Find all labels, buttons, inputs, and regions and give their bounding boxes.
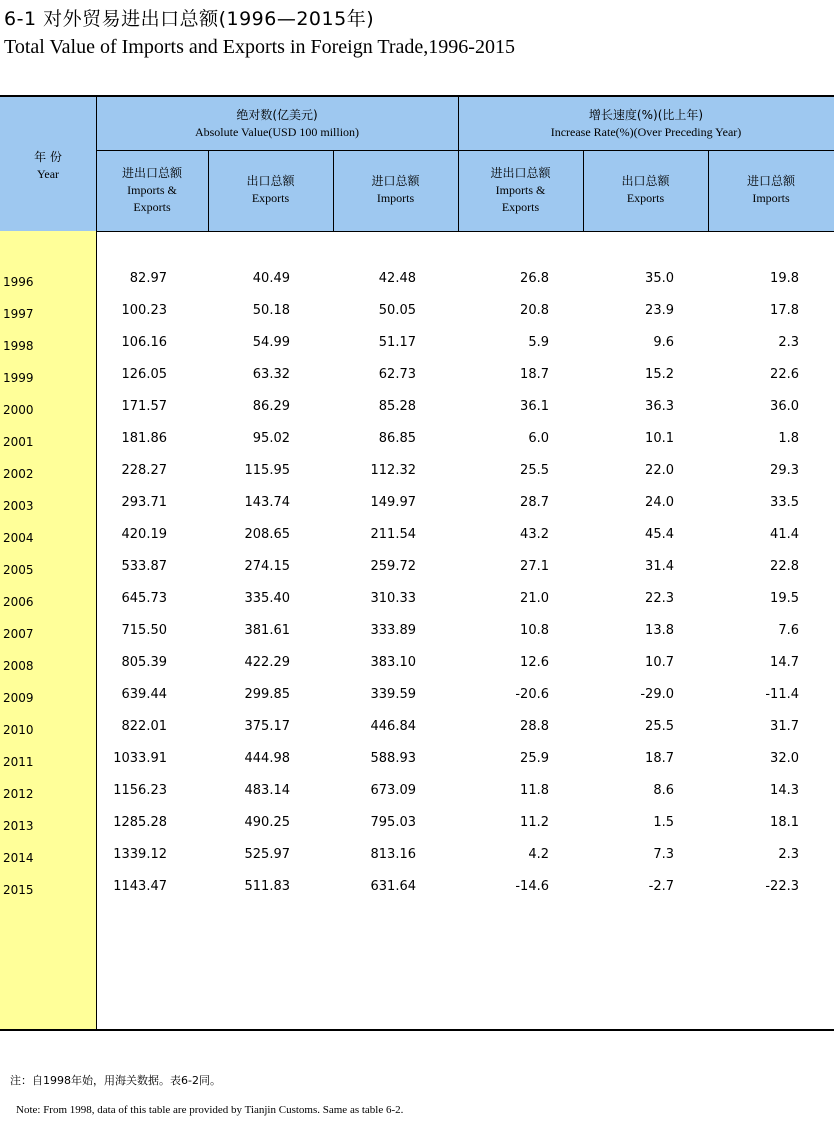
table-row <box>0 623 834 643</box>
value-cell: 12.6 <box>520 655 549 670</box>
value-cell: 51.17 <box>378 335 416 350</box>
year-cell: 2007 <box>3 627 34 641</box>
value-cell: 25.5 <box>520 463 549 478</box>
column-header-en: Exports <box>501 200 540 214</box>
table-row <box>0 751 834 771</box>
column-header-cn: 进出口总额 <box>490 166 551 180</box>
value-cell: -14.6 <box>515 879 549 894</box>
value-cell: 299.85 <box>244 687 290 702</box>
year-cell: 2003 <box>3 499 34 513</box>
column-header-en: Exports <box>251 191 290 205</box>
value-cell: 639.44 <box>121 687 167 702</box>
value-cell: 10.1 <box>645 431 674 446</box>
value-cell: 422.29 <box>244 655 290 670</box>
value-cell: 95.02 <box>252 431 290 446</box>
value-cell: -20.6 <box>515 687 549 702</box>
value-cell: 822.01 <box>121 719 167 734</box>
table-row <box>0 591 834 611</box>
year-cell: 2008 <box>3 659 34 673</box>
column-header <box>333 173 458 207</box>
year-cell: 1996 <box>3 275 34 289</box>
table-row <box>0 367 834 387</box>
value-cell: 381.61 <box>244 623 290 638</box>
value-cell: 126.05 <box>121 367 167 382</box>
top-rule <box>0 95 834 97</box>
column-header-en: Exports <box>133 200 171 214</box>
value-cell: 106.16 <box>121 335 167 350</box>
divider <box>96 231 834 232</box>
value-cell: 20.8 <box>520 303 549 318</box>
value-cell: 420.19 <box>121 527 167 542</box>
table-row <box>0 463 834 483</box>
value-cell: 32.0 <box>770 751 799 766</box>
column-header-en: Imports & <box>495 183 546 197</box>
year-cell: 2014 <box>3 851 34 865</box>
rate-header-cn: 增长速度(%)(比上年) <box>588 108 704 122</box>
year-cell: 2013 <box>3 819 34 833</box>
value-cell: 149.97 <box>370 495 416 510</box>
column-header-en: Imports <box>376 191 415 205</box>
value-cell: 11.2 <box>520 815 549 830</box>
value-cell: 375.17 <box>244 719 290 734</box>
year-cell: 2010 <box>3 723 34 737</box>
column-header-en: Imports & <box>127 183 177 197</box>
value-cell: 63.32 <box>252 367 290 382</box>
value-cell: 6.0 <box>528 431 549 446</box>
value-cell: 15.2 <box>645 367 674 382</box>
value-cell: 40.49 <box>252 271 290 286</box>
column-header <box>583 173 708 207</box>
table-row <box>0 847 834 867</box>
value-cell: 85.28 <box>378 399 416 414</box>
year-cell: 2004 <box>3 531 34 545</box>
value-cell: 228.27 <box>121 463 167 478</box>
year-cell: 2002 <box>3 467 34 481</box>
value-cell: 82.97 <box>129 271 167 286</box>
value-cell: 36.0 <box>770 399 799 414</box>
year-cell: 2001 <box>3 435 34 449</box>
table-row <box>0 303 834 323</box>
table-row <box>0 783 834 803</box>
column-header <box>458 165 583 216</box>
value-cell: 14.7 <box>770 655 799 670</box>
value-cell: 1033.91 <box>113 751 167 766</box>
value-cell: 2.3 <box>778 335 799 350</box>
value-cell: 28.7 <box>520 495 549 510</box>
value-cell: 42.48 <box>378 271 416 286</box>
table-row <box>0 879 834 899</box>
year-cell: 2011 <box>3 755 34 769</box>
value-cell: 1143.47 <box>113 879 167 894</box>
table-row <box>0 527 834 547</box>
value-cell: 333.89 <box>370 623 416 638</box>
year-cell: 2015 <box>3 883 34 897</box>
year-cell: 2000 <box>3 403 34 417</box>
value-cell: 9.6 <box>653 335 674 350</box>
table-row <box>0 399 834 419</box>
value-cell: 483.14 <box>244 783 290 798</box>
value-cell: 143.74 <box>244 495 290 510</box>
value-cell: 50.18 <box>252 303 290 318</box>
value-cell: 446.84 <box>370 719 416 734</box>
value-cell: 62.73 <box>378 367 416 382</box>
year-cell: 1997 <box>3 307 34 321</box>
value-cell: -2.7 <box>648 879 674 894</box>
value-cell: 181.86 <box>121 431 167 446</box>
column-header-cn: 出口总额 <box>246 174 295 188</box>
column-header <box>96 165 208 216</box>
value-cell: 18.7 <box>645 751 674 766</box>
table-row <box>0 335 834 355</box>
value-cell: 8.6 <box>653 783 674 798</box>
table-row <box>0 271 834 291</box>
value-cell: 11.8 <box>520 783 549 798</box>
column-header-cn: 进出口总额 <box>121 166 182 180</box>
value-cell: 17.8 <box>770 303 799 318</box>
value-cell: 18.1 <box>770 815 799 830</box>
table-row <box>0 655 834 675</box>
value-cell: 2.3 <box>778 847 799 862</box>
value-cell: 673.09 <box>370 783 416 798</box>
value-cell: 805.39 <box>121 655 167 670</box>
year-cell: 2005 <box>3 563 34 577</box>
year-cell: 2012 <box>3 787 34 801</box>
value-cell: 444.98 <box>244 751 290 766</box>
table-row <box>0 431 834 451</box>
value-cell: 35.0 <box>645 271 674 286</box>
value-cell: 1.5 <box>653 815 674 830</box>
rate-header-en: Increase Rate(%)(Over Preceding Year) <box>550 125 742 139</box>
value-cell: 274.15 <box>244 559 290 574</box>
value-cell: -22.3 <box>765 879 799 894</box>
value-cell: 19.8 <box>770 271 799 286</box>
year-header <box>0 149 96 183</box>
column-header-cn: 进口总额 <box>746 174 795 188</box>
value-cell: 50.05 <box>378 303 416 318</box>
value-cell: 41.4 <box>770 527 799 542</box>
value-cell: 31.4 <box>645 559 674 574</box>
value-cell: 100.23 <box>121 303 167 318</box>
value-cell: 36.3 <box>645 399 674 414</box>
value-cell: 115.95 <box>244 463 290 478</box>
value-cell: 1156.23 <box>113 783 167 798</box>
value-cell: 10.7 <box>645 655 674 670</box>
value-cell: 4.2 <box>528 847 549 862</box>
value-cell: 7.3 <box>653 847 674 862</box>
value-cell: 112.32 <box>370 463 416 478</box>
value-cell: 293.71 <box>121 495 167 510</box>
value-cell: 511.83 <box>244 879 290 894</box>
column-header-cn: 出口总额 <box>621 174 670 188</box>
table-row <box>0 815 834 835</box>
value-cell: 7.6 <box>778 623 799 638</box>
value-cell: 18.7 <box>520 367 549 382</box>
value-cell: 335.40 <box>244 591 290 606</box>
value-cell: 813.16 <box>370 847 416 862</box>
value-cell: 10.8 <box>520 623 549 638</box>
value-cell: 27.1 <box>520 559 549 574</box>
value-cell: 1.8 <box>778 431 799 446</box>
value-cell: 533.87 <box>121 559 167 574</box>
value-cell: 339.59 <box>370 687 416 702</box>
value-cell: 86.29 <box>252 399 290 414</box>
value-cell: 24.0 <box>645 495 674 510</box>
column-header-en: Exports <box>626 191 665 205</box>
value-cell: 22.6 <box>770 367 799 382</box>
value-cell: 23.9 <box>645 303 674 318</box>
column-header-cn: 进口总额 <box>371 174 420 188</box>
value-cell: 22.3 <box>645 591 674 606</box>
value-cell: 490.25 <box>244 815 290 830</box>
value-cell: 22.8 <box>770 559 799 574</box>
year-cell: 2006 <box>3 595 34 609</box>
value-cell: 26.8 <box>520 271 549 286</box>
value-cell: 1339.12 <box>113 847 167 862</box>
column-header-en: Imports <box>752 191 790 205</box>
value-cell: 171.57 <box>121 399 167 414</box>
absolute-value-header <box>96 107 458 141</box>
value-cell: 25.9 <box>520 751 549 766</box>
value-cell: 588.93 <box>370 751 416 766</box>
value-cell: 86.85 <box>378 431 416 446</box>
value-cell: 715.50 <box>121 623 167 638</box>
table-row <box>0 559 834 579</box>
column-header <box>208 173 333 207</box>
value-cell: 33.5 <box>770 495 799 510</box>
divider <box>96 150 834 151</box>
value-cell: 645.73 <box>121 591 167 606</box>
increase-rate-header <box>458 107 834 141</box>
value-cell: 1285.28 <box>113 815 167 830</box>
value-cell: 45.4 <box>645 527 674 542</box>
value-cell: 795.03 <box>370 815 416 830</box>
value-cell: 22.0 <box>645 463 674 478</box>
table-row <box>0 687 834 707</box>
value-cell: 208.65 <box>244 527 290 542</box>
value-cell: 43.2 <box>520 527 549 542</box>
value-cell: 29.3 <box>770 463 799 478</box>
year-header-en: Year <box>36 167 60 181</box>
absolute-header-en: Absolute Value(USD 100 million) <box>194 125 360 139</box>
value-cell: 631.64 <box>370 879 416 894</box>
value-cell: 259.72 <box>370 559 416 574</box>
footnote-cn: 注：自1998年始，用海关数据。表6-2同。 <box>10 1074 221 1087</box>
value-cell: 19.5 <box>770 591 799 606</box>
value-cell: 28.8 <box>520 719 549 734</box>
value-cell: 211.54 <box>370 527 416 542</box>
value-cell: -11.4 <box>765 687 799 702</box>
value-cell: 36.1 <box>520 399 549 414</box>
table-title-cn: 6-1 对外贸易进出口总额(1996—2015年) <box>4 8 375 30</box>
value-cell: 5.9 <box>528 335 549 350</box>
column-header <box>708 173 834 207</box>
footnote-en: Note: From 1998, data of this table are provided by Tianjin Customs. Same as table 6-2. <box>16 1104 404 1116</box>
value-cell: 14.3 <box>770 783 799 798</box>
trade-table <box>0 95 834 1031</box>
year-cell: 2009 <box>3 691 34 705</box>
bottom-rule <box>0 1029 834 1031</box>
value-cell: 31.7 <box>770 719 799 734</box>
value-cell: 383.10 <box>370 655 416 670</box>
value-cell: 25.5 <box>645 719 674 734</box>
value-cell: 525.97 <box>244 847 290 862</box>
value-cell: -29.0 <box>640 687 674 702</box>
value-cell: 21.0 <box>520 591 549 606</box>
year-cell: 1998 <box>3 339 34 353</box>
year-header-cn: 年 份 <box>34 150 62 164</box>
table-row <box>0 495 834 515</box>
table-title-en: Total Value of Imports and Exports in Foreign Trade,1996-2015 <box>4 36 515 58</box>
value-cell: 54.99 <box>252 335 290 350</box>
table-row <box>0 719 834 739</box>
value-cell: 13.8 <box>645 623 674 638</box>
absolute-header-cn: 绝对数(亿美元) <box>236 108 318 122</box>
year-cell: 1999 <box>3 371 34 385</box>
value-cell: 310.33 <box>370 591 416 606</box>
